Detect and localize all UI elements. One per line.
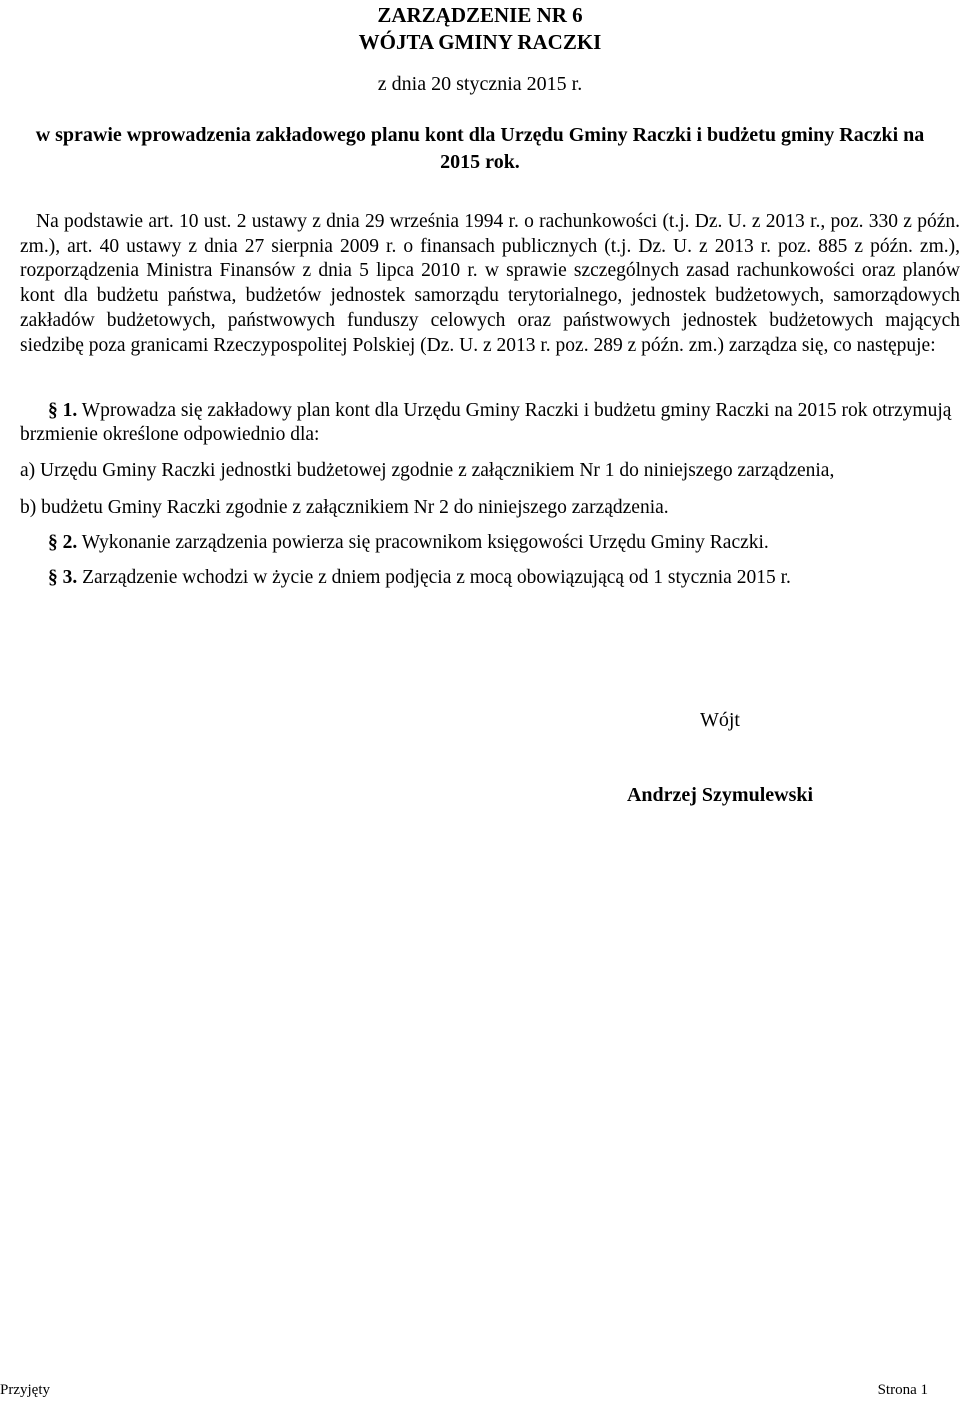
section-3 <box>20 566 960 590</box>
footer-status: Przyjęty <box>0 1382 50 1398</box>
list-item-b: b) budżetu Gminy Raczki zgodnie z załącznikiem Nr 2 do niniejszego zarządzenia. <box>20 497 669 518</box>
section-1-text: Wprowadza się zakładowy plan kont dla Urzędu Gminy Raczki i budżetu gminy Raczki na 2015 rok otrzymują brzmienie określone odpowiednio dla: <box>20 400 952 445</box>
document-subject: w sprawie wprowadzenia zakładowego planu kont dla Urzędu Gminy Raczki i budżetu gminy Raczki na 2015 rok. <box>35 124 925 173</box>
section-3-text: Zarządzenie wchodzi w życie z dniem podjęcia z mocą obowiązującą od 1 stycznia 2015 r. <box>77 567 791 588</box>
section-2-text: Wykonanie zarządzenia powierza się pracownikom księgowości Urzędu Gminy Raczki. <box>77 532 769 553</box>
section-3-marker: § 3. <box>48 567 78 588</box>
section-1 <box>20 399 960 447</box>
legal-basis-paragraph: Na podstawie art. 10 ust. 2 ustawy z dnia 29 września 1994 r. o rachunkowości (t.j. Dz. U. z 2013 r., poz. 330 z późn. zm.), art. 40 ustawy z dnia 27 sierpnia 2009 r. o finansach publicznych (t.j. Dz. U. z 2013 r. poz. 885 z późn. zm.), rozporządzenia Ministra Finansów z dnia 5 lipca 2010 r. w sprawie szczególnych zasad rachunkowości oraz planów kont dla budżetu państwa, budżetów jednostek samorządu terytorialnego, jednostek budżetowych, samorządowych zakładów budżetowych, państwowych funduszy celowych oraz państwowych jednostek budżetowych mających siedzibę poza granicami Rzeczypospolitej Polskiej (Dz. U. z 2013 r. poz. 289 z późn. zm.) zarządza się, co następuje: <box>20 211 960 356</box>
document-heading <box>0 2 960 56</box>
signatory-title: Wójt <box>700 709 740 731</box>
section-2 <box>20 531 960 555</box>
issuer-title: WÓJTA GMINY RACZKI <box>358 30 602 54</box>
document-date: z dnia 20 stycznia 2015 r. <box>377 73 583 95</box>
section-1-marker: § 1. <box>48 400 78 421</box>
signatory-name: Andrzej Szymulewski <box>626 784 814 806</box>
list-item-a: a) Urzędu Gminy Raczki jednostki budżetowej zgodnie z załącznikiem Nr 1 do niniejszego zarządzenia, <box>20 460 835 481</box>
document-title: ZARZĄDZENIE NR 6 <box>377 3 583 27</box>
section-2-marker: § 2. <box>48 532 78 553</box>
page-number: Strona 1 <box>877 1382 928 1398</box>
